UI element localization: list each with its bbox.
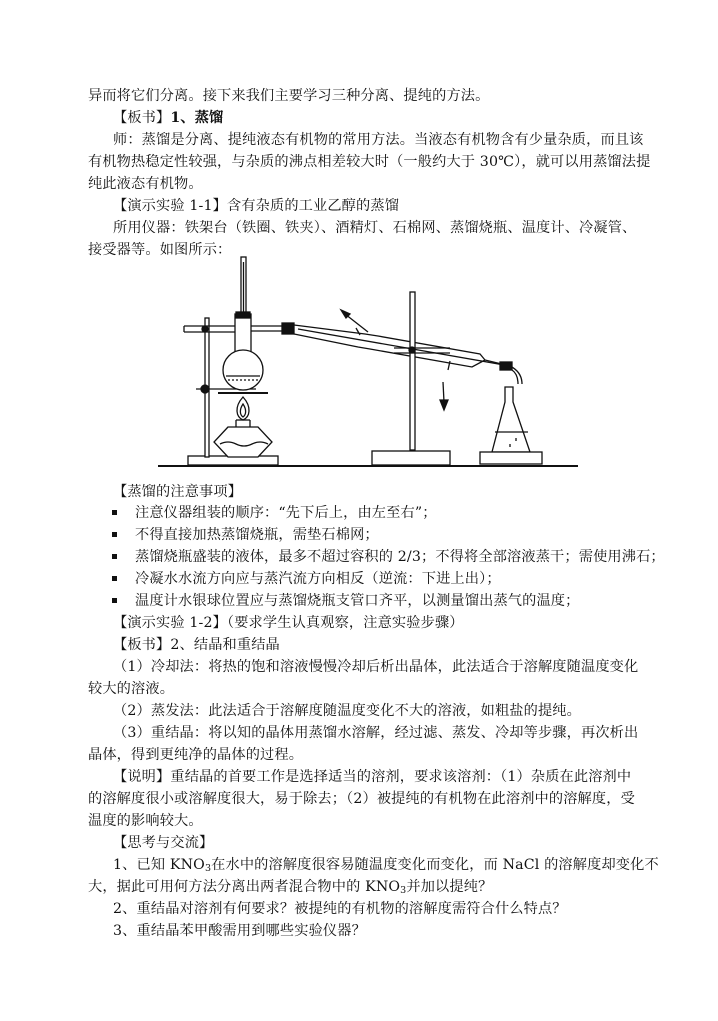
note-item: 冷凝水水流方向应与蒸汽流方向相反（逆流：下进上出）；: [135, 571, 501, 587]
demo1-line: [113, 196, 399, 216]
crystal-heading: 【板书】2、结晶和重结晶: [113, 637, 280, 653]
heading-text: 1、蒸馏: [170, 110, 224, 126]
recrystal-line-1: （3）重结晶：将以知的晶体用蒸馏水溶解，经过滤、蒸发、冷却等步骤，再次析出: [113, 725, 639, 741]
question-3: 3、重结晶苯甲酸需用到哪些实验仪器？: [113, 923, 366, 939]
question-2: 2、重结晶对溶剂有何要求？被提纯的有机物的溶解度需符合什么特点？: [113, 901, 567, 917]
note-line-2: 的溶解度很小或溶解度很大，易于除去；（2）被提纯的有机物在此溶剂中的溶解度，受: [88, 791, 635, 807]
cooling-line-2: 较大的溶液。: [88, 681, 175, 697]
q1-subscript: 3: [204, 863, 212, 874]
q1-part-a: 1、已知 KNO: [113, 857, 205, 873]
instruments-line-2: 接受器等。如图所示：: [88, 242, 232, 258]
demo1-bracket: 【演示实验 1-1】: [113, 198, 227, 214]
bullet-icon: [112, 554, 117, 559]
intro-line: 异而将它们分离。接下来我们主要学习三种分离、提纯的方法。: [88, 88, 490, 104]
bullet-icon: [112, 598, 117, 603]
note-item: 蒸馏烧瓶盛装的液体，最多不超过容积的 2/3；不得将全部溶液蒸干；需使用沸石；: [135, 549, 665, 565]
instruments-line-1: 所用仪器：铁架台（铁圈、铁夹）、酒精灯、石棉网、蒸馏烧瓶、温度计、冷凝管、: [113, 220, 637, 236]
teacher-line-1: 师：蒸馏是分离、提纯液态有机物的常用方法。当液态有机物含有少量杂质，而且该: [113, 132, 644, 148]
note-item: 注意仪器组装的顺序：“先下后上，由左至右”；: [135, 505, 437, 521]
distillation-apparatus-diagram: [150, 252, 590, 474]
notes-title: 【蒸馏的注意事项】: [113, 484, 243, 500]
q1-part-c: 大，据此可用何方法分离出两者混合物中的 KNO: [88, 879, 401, 895]
heading-bracket: 【板书】: [113, 110, 171, 126]
note-line-1: 【说明】重结晶的首要工作是选择适当的溶剂，要求该溶剂：（1）杂质在此溶剂中: [113, 769, 632, 785]
note-item: 不得直接加热蒸馏烧瓶，需垫石棉网；: [135, 527, 379, 543]
cooling-line-1: （1）冷却法：将热的饱和溶液慢慢冷却后析出晶体，此法适合于溶解度随温度变化: [113, 659, 639, 675]
q1-subscript: 3: [400, 885, 407, 896]
q1-part-d: 并加以提纯？: [406, 879, 493, 895]
evaporation-line: （2）蒸发法：此法适合于溶解度随温度变化不大的溶液，如粗盐的提纯。: [113, 703, 581, 719]
bullet-icon: [112, 510, 117, 515]
demo2-line: 【演示实验 1-2】（要求学生认真观察，注意实验步骤）: [113, 615, 464, 631]
question-1-line-1: [113, 855, 659, 875]
recrystal-line-2: 晶体，得到更纯净的晶体的过程。: [88, 747, 304, 763]
bullet-icon: [112, 576, 117, 581]
discussion-title: 【思考与交流】: [113, 835, 214, 851]
question-1-line-2: [88, 877, 492, 897]
bullet-icon: [112, 532, 117, 537]
demo1-text: 含有杂质的工业乙醇的蒸馏: [226, 198, 400, 214]
teacher-line-3: 纯此液态有机物。: [88, 176, 203, 192]
q1-part-b: 在水中的溶解度很容易随温度变化而变化，而 NaCl 的溶解度却变化不: [211, 857, 659, 873]
teacher-line-2: 有机物热稳定性较强，与杂质的沸点相差较大时（一般约大于 30℃），就可以用蒸馏法提: [88, 154, 651, 170]
note-item: 温度计水银球位置应与蒸馏烧瓶支管口齐平，以测量馏出蒸气的温度；: [135, 593, 580, 609]
distillation-heading: [113, 108, 223, 128]
note-line-3: 温度的影响较大。: [88, 813, 203, 829]
